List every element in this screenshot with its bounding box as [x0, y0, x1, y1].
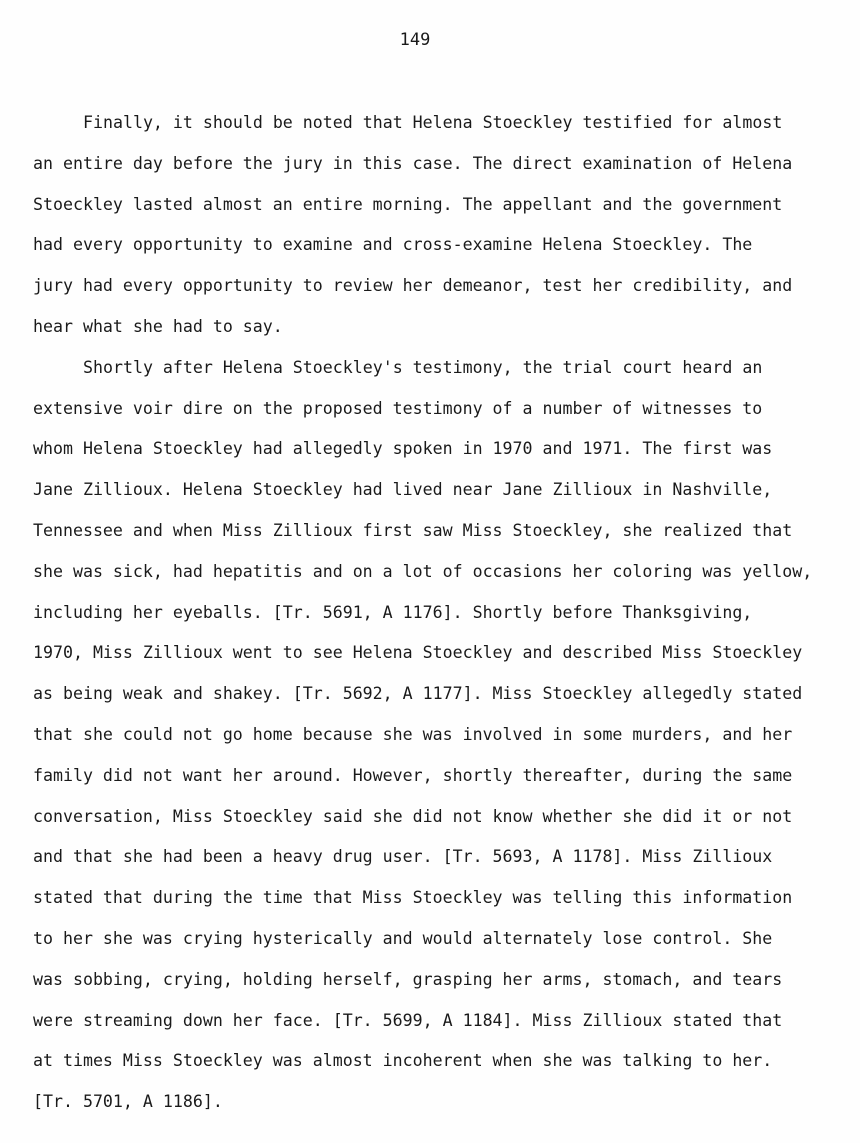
- text-line: as being weak and shakey. [Tr. 5692, A 1177]. Miss Stoeckley allegedly stated: [33, 684, 803, 704]
- text-line: and that she had been a heavy drug user. [Tr. 5693, A 1178]. Miss Zillioux: [33, 847, 773, 867]
- text-line: 1970, Miss Zillioux went to see Helena Stoeckley and described Miss Stoeckley: [33, 643, 803, 663]
- text-line: Finally, it should be noted that Helena Stoeckley testified for almost: [83, 113, 783, 132]
- text-line: at times Miss Stoeckley was almost incoherent when she was talking to her.: [33, 1051, 773, 1071]
- text-line: that she could not go home because she was involved in some murders, and her: [33, 724, 793, 744]
- text-line: including her eyeballs. [Tr. 5691, A 1176]. Shortly before Thanksgiving,: [33, 602, 753, 622]
- text-line: hear what she had to say.: [33, 316, 283, 336]
- text-line: Stoeckley lasted almost an entire morning. The appellant and the government: [33, 194, 783, 214]
- text-line: Jane Zillioux. Helena Stoeckley had lived near Jane Zillioux in Nashville,: [33, 480, 773, 500]
- text-line: stated that during the time that Miss Stoeckley was telling this information: [33, 888, 793, 908]
- text-line: were streaming down her face. [Tr. 5699, A 1184]. Miss Zillioux stated that: [33, 1010, 783, 1030]
- body-text: [33, 109, 833, 1129]
- text-line: to her she was crying hysterically and would alternately lose control. She: [33, 928, 773, 948]
- text-line: whom Helena Stoeckley had allegedly spoken in 1970 and 1971. The first was: [33, 439, 773, 459]
- page-number: 149: [399, 30, 431, 50]
- text-line: an entire day before the jury in this case. The direct examination of Helena: [33, 153, 793, 173]
- text-line: jury had every opportunity to review her demeanor, test her credibility, and: [33, 276, 793, 296]
- text-line: [Tr. 5701, A 1186].: [33, 1092, 223, 1112]
- text-line: Tennessee and when Miss Zillioux first saw Miss Stoeckley, she realized that: [33, 520, 793, 540]
- text-line: she was sick, had hepatitis and on a lot of occasions her coloring was yellow,: [33, 561, 813, 581]
- text-line: family did not want her around. However, shortly thereafter, during the same: [33, 765, 793, 785]
- text-line: Shortly after Helena Stoeckley's testimony, the trial court heard an: [83, 357, 763, 377]
- text-line: conversation, Miss Stoeckley said she did not know whether she did it or not: [33, 806, 793, 826]
- text-line: was sobbing, crying, holding herself, grasping her arms, stomach, and tears: [33, 969, 783, 989]
- text-line: extensive voir dire on the proposed testimony of a number of witnesses to: [33, 398, 763, 418]
- text-line: had every opportunity to examine and cross-examine Helena Stoeckley. The: [33, 235, 753, 255]
